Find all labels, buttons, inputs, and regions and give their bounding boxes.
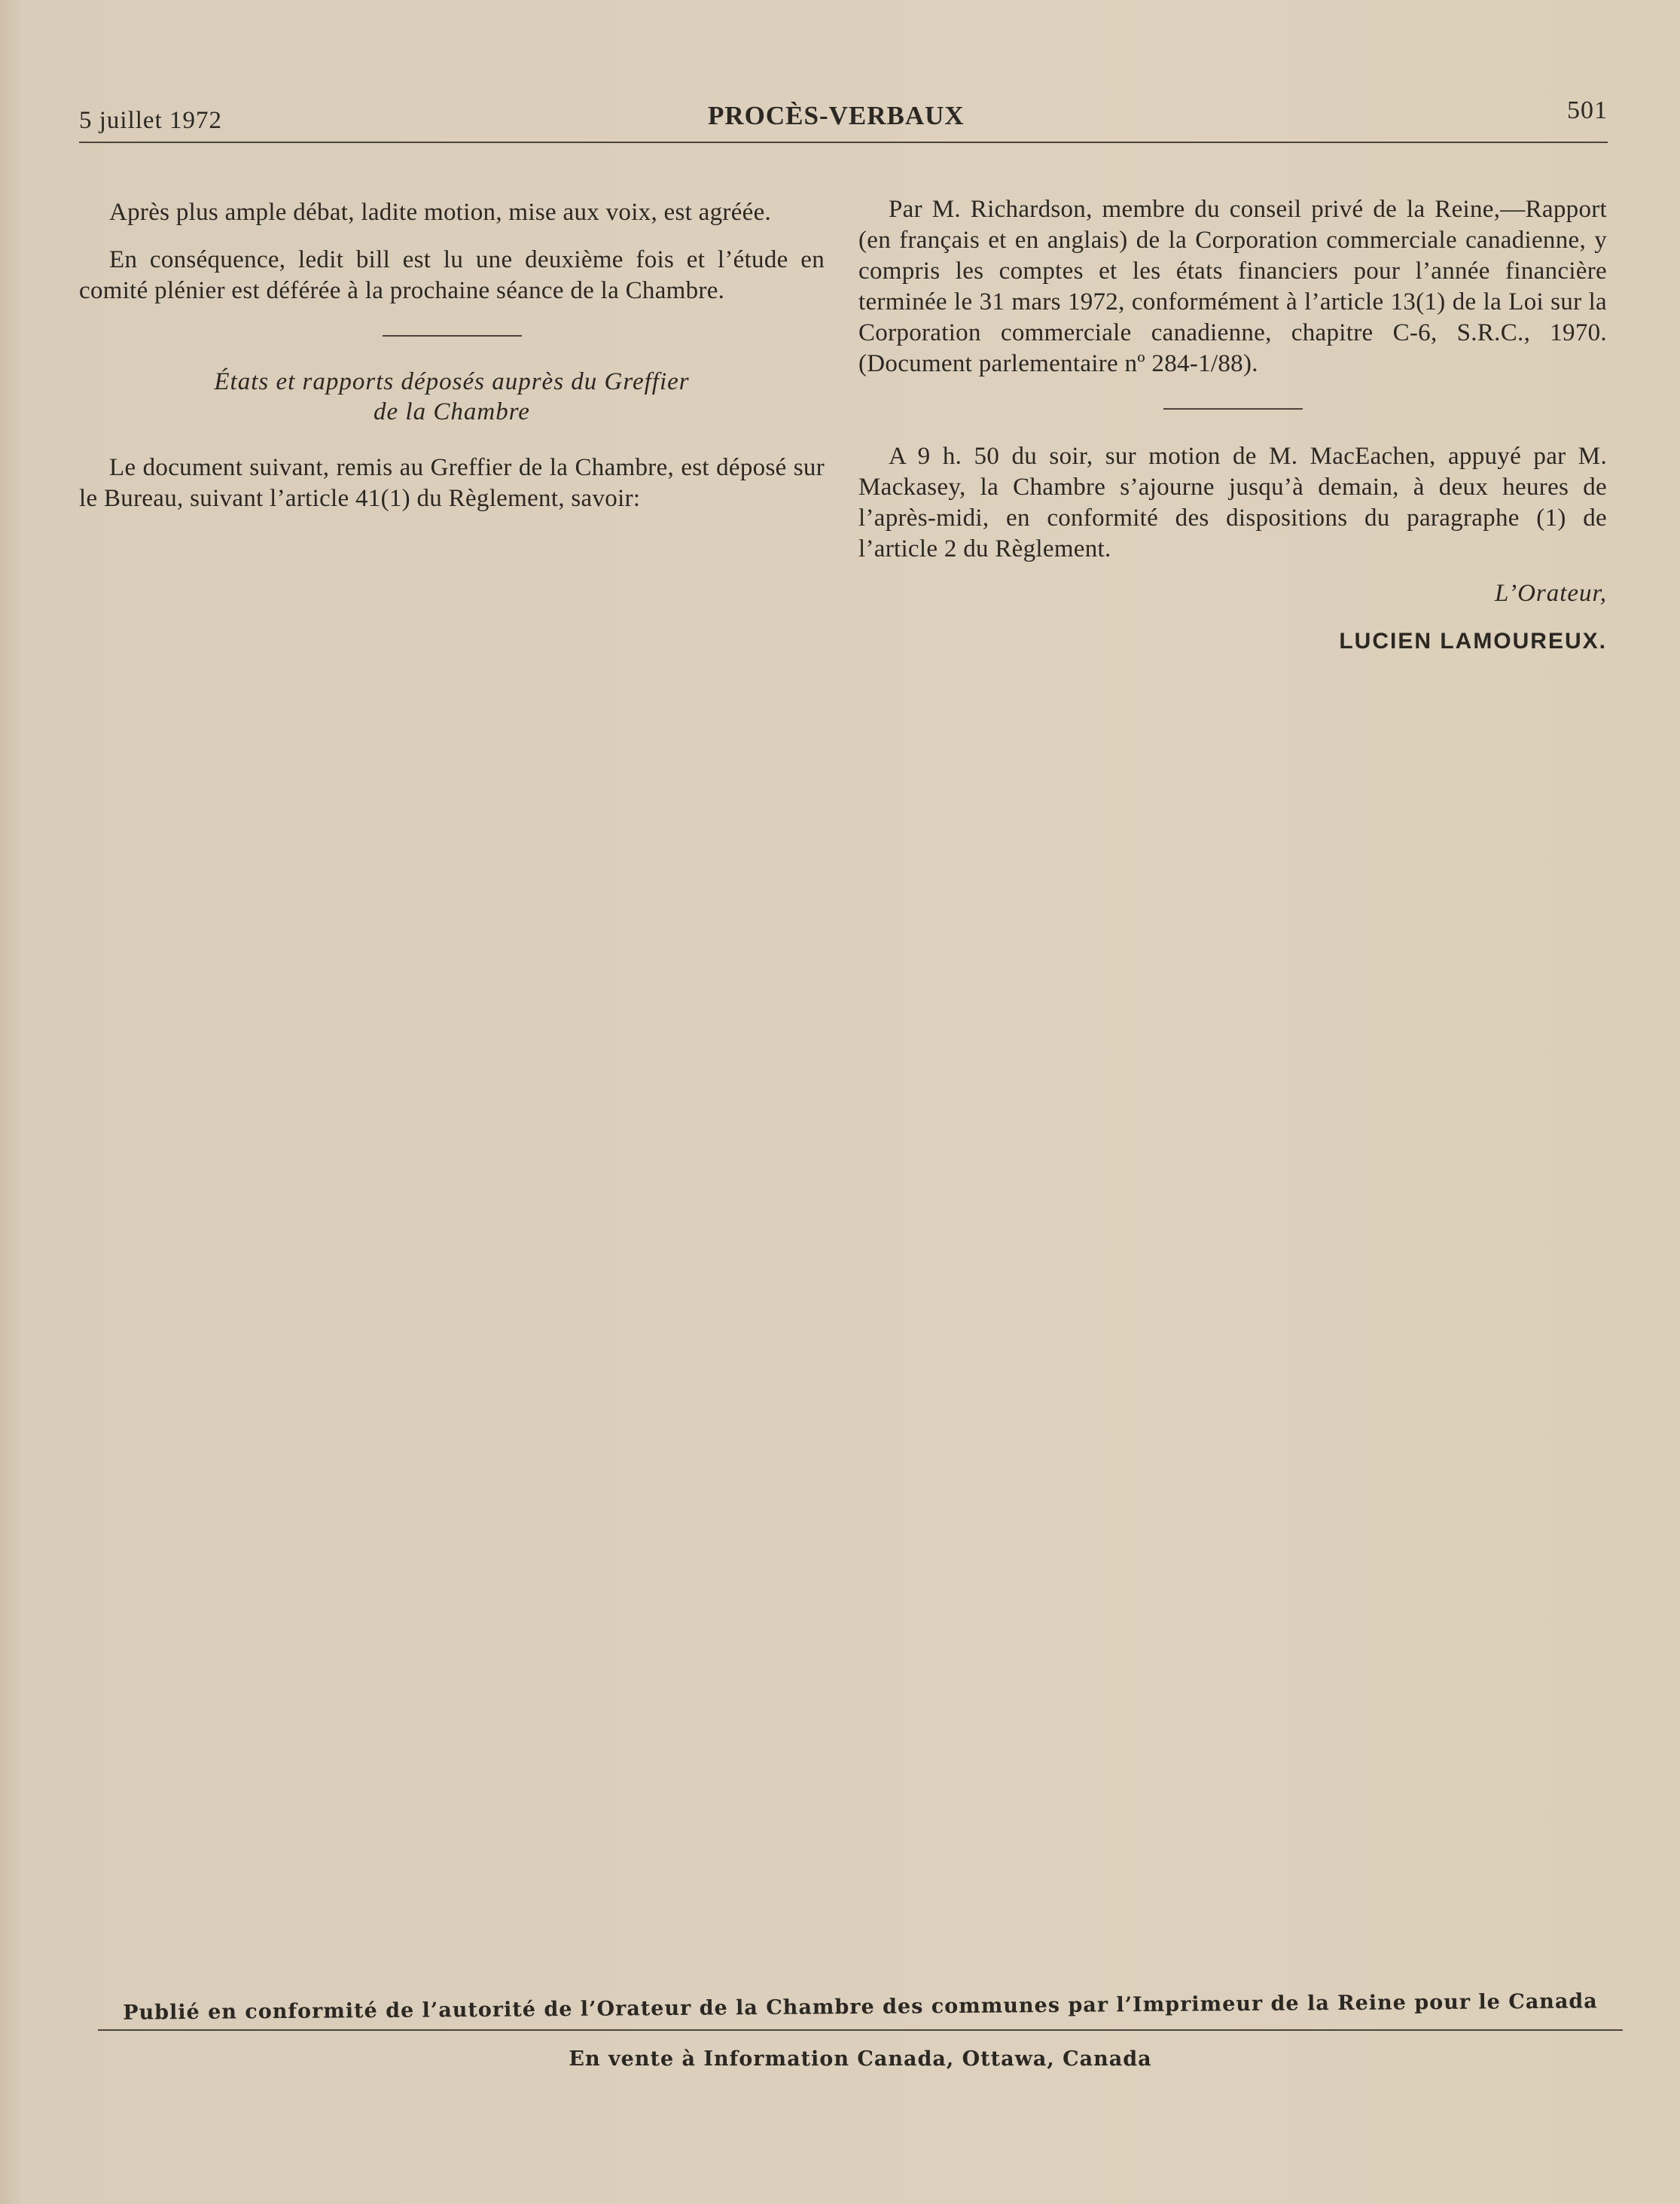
page-footer <box>98 1989 1623 2071</box>
section-heading-line1: États et rapports déposés auprès du Greffier <box>214 368 690 395</box>
paragraph-report: Par M. Richardson, membre du conseil privé de la Reine,—Rapport (en français et en anglais) de la Corporation commerciale canadienne, y compris les comptes et les états financiers pour l’année financière terminée le 31 mars 1972, conformément à l’article 13(1) de la Loi sur la Corporation commerciale canadienne, chapitre C-6, S.R.C., 1970. (Document parlementaire nº 284-1/88). <box>858 196 1607 377</box>
running-header <box>79 96 1608 143</box>
signature-title: L’Orateur, <box>1494 580 1607 607</box>
paragraph-adjournment: A 9 h. 50 du soir, sur motion de M. MacEachen, appuyé par M. Mackasey, la Chambre s’ajourne jusqu’à demain, à deux heures de l’après-midi, en conformité des dispositions du paragraphe (1) de l’article 2 du Règlement. <box>858 443 1607 562</box>
footer-sale-line: En vente à Information Canada, Ottawa, Canada <box>569 2047 1152 2071</box>
signature-name: LUCIEN LAMOUREUX. <box>1339 629 1607 654</box>
paragraph-motion-agreed: Après plus ample débat, ladite motion, mise aux voix, est agréée. <box>109 199 772 226</box>
section-divider <box>1163 408 1303 410</box>
paragraph-document-tabled: Le document suivant, remis au Greffier de la Chambre, est déposé sur le Bureau, suivant l’article 41(1) du Règlement, savoir: <box>79 454 825 512</box>
paragraph-second-reading: En conséquence, ledit bill est lu une deuxième fois et l’étude en comité plénier est déférée à la prochaine séance de la Chambre. <box>79 246 825 304</box>
left-column <box>79 197 825 514</box>
header-title: PROCÈS-VERBAUX <box>708 101 965 130</box>
right-column <box>858 194 1607 657</box>
section-heading-line2: de la Chambre <box>374 398 530 425</box>
header-date: 5 juillet 1972 <box>79 107 222 134</box>
footer-publisher-line: Publié en conformité de l’autorité de l’Orateur de la Chambre des communes par l’Imprimeur de la Reine pour le Canada <box>123 1989 1598 2025</box>
section-divider <box>383 335 522 337</box>
section-heading <box>79 367 825 427</box>
page-number: 501 <box>1567 96 1608 124</box>
footer-rule <box>98 2029 1623 2031</box>
